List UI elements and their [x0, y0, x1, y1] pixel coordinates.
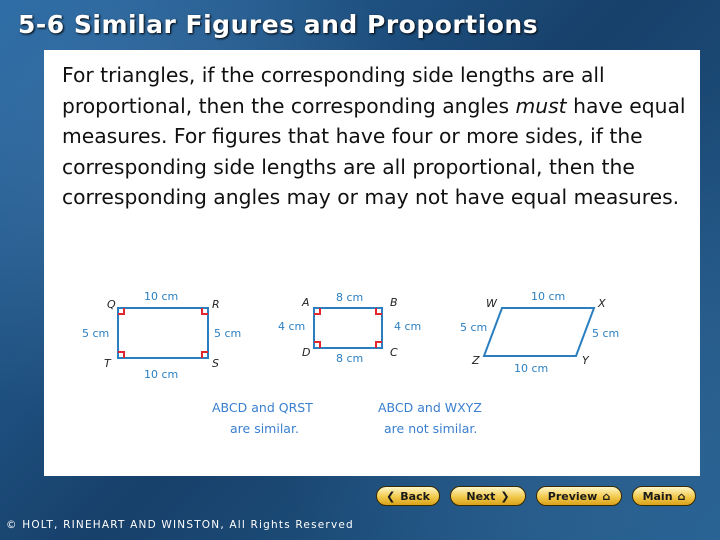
vertex-label-y: Y: [582, 354, 589, 367]
navigation-bar: [376, 486, 696, 508]
vertex-label-w: W: [486, 297, 497, 310]
caption-similar-line2: are similar.: [230, 421, 299, 436]
side-label-ad: 4 cm: [278, 320, 306, 333]
chevron-left-icon: ❮: [386, 489, 396, 503]
slide-title: 5-6 Similar Figures and Proportions: [18, 10, 539, 39]
side-label-wx: 10 cm: [531, 290, 566, 303]
content-panel: [44, 50, 700, 476]
square-abcd: [278, 291, 421, 365]
vertex-label-b: B: [390, 296, 398, 309]
title-bar: [0, 0, 720, 44]
back-button[interactable]: [376, 486, 440, 506]
vertex-label-z: Z: [472, 354, 480, 367]
side-label-ts: 10 cm: [144, 368, 179, 381]
preview-button[interactable]: [536, 486, 622, 506]
vertex-label-x: X: [598, 297, 606, 310]
body-text-part1: For triangles, if the corresponding side lengths are all proportional, then the corresponding angles: [62, 63, 605, 118]
house-icon: ⌂: [677, 489, 686, 503]
side-label-bc: 4 cm: [394, 320, 422, 333]
side-label-ab: 8 cm: [336, 291, 364, 304]
parallelogram-wxyz: [460, 290, 619, 375]
right-angle-marks-abcd: [314, 308, 382, 348]
rectangle-qrst: [82, 290, 241, 381]
figures-diagram: [44, 278, 700, 478]
back-button-label: Back: [400, 489, 430, 503]
next-button-label: Next: [466, 489, 496, 503]
side-label-qt: 5 cm: [82, 327, 110, 340]
right-angle-marks-qrst: [118, 308, 208, 358]
vertex-label-a: A: [302, 296, 310, 309]
preview-button-label: Preview: [547, 489, 598, 503]
main-button[interactable]: [632, 486, 696, 506]
body-paragraph: [62, 60, 687, 213]
vertex-label-d: D: [302, 346, 311, 359]
side-label-rs: 5 cm: [214, 327, 242, 340]
body-text-part2: have equal measures. For figures that have four or more sides, if the corresponding side lengths are all proportional, then the corresponding angles may or may not have equal measures.: [62, 93, 686, 209]
caption-not-similar-line2: are not similar.: [384, 421, 478, 436]
side-label-qr: 10 cm: [144, 290, 179, 303]
body-emphasis: must: [515, 93, 567, 118]
caption-similar-line1: ABCD and QRST: [212, 400, 313, 415]
vertex-label-s: S: [212, 357, 219, 370]
vertex-label-r: R: [212, 298, 220, 311]
side-label-zy: 10 cm: [514, 362, 549, 375]
copyright-footer: © HOLT, RINEHART AND WINSTON, All Rights Reserved: [6, 519, 354, 531]
caption-not-similar-line1: ABCD and WXYZ: [378, 400, 482, 415]
main-button-label: Main: [642, 489, 673, 503]
side-label-wz: 5 cm: [460, 321, 488, 334]
side-label-xy: 5 cm: [592, 327, 620, 340]
side-label-dc: 8 cm: [336, 352, 364, 365]
next-button[interactable]: [450, 486, 526, 506]
vertex-label-t: T: [104, 357, 111, 370]
vertex-label-q: Q: [107, 298, 116, 311]
house-icon: ⌂: [602, 489, 611, 503]
vertex-label-c: C: [390, 346, 398, 359]
chevron-right-icon: ❯: [500, 489, 510, 503]
